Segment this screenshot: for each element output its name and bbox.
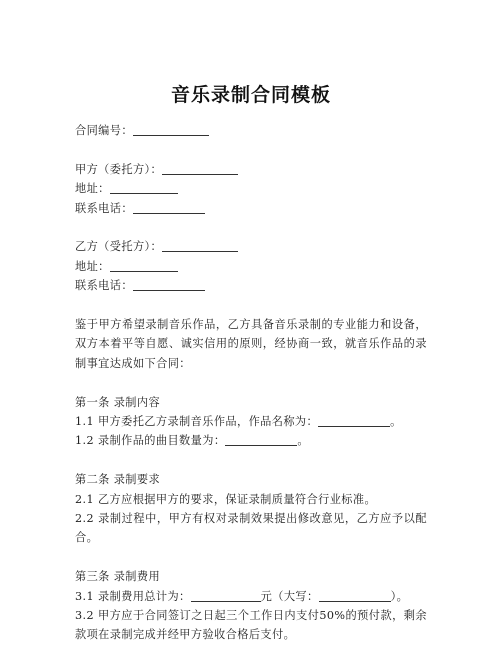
article3-heading: 第三条 录制费用: [75, 570, 161, 584]
party-b-phone-line: [75, 276, 427, 295]
clause-2-1: 2.1 乙方应根据甲方的要求，保证录制质量符合行业标准。: [75, 492, 377, 506]
clause-1-1: [75, 412, 427, 431]
clause-3-1-mid: 元（大写：: [260, 589, 319, 603]
clause-3-1: [75, 587, 427, 606]
party-a-line: [75, 160, 427, 179]
track-count-blank[interactable]: [225, 433, 297, 446]
clause-1-1-end: 。: [390, 415, 402, 429]
clause-1-2: [75, 431, 427, 450]
clause-1-1-text: 1.1 甲方委托乙方录制音乐作品，作品名称为：: [75, 415, 319, 429]
party-a-address-label: 地址：: [75, 182, 110, 196]
contract-number-line: [75, 121, 427, 140]
party-b-address-blank[interactable]: [110, 259, 178, 272]
party-b-address-label: 地址：: [75, 259, 110, 273]
party-b-phone-label: 联系电话：: [75, 279, 133, 293]
fee-amount-blank[interactable]: [191, 589, 261, 602]
clause-3-2: 3.2 甲方应于合同签订之日起三个工作日内支付50%的预付款，剩余款项在录制完成并经甲方验收合格后支付。: [75, 609, 427, 642]
party-b-line: [75, 237, 427, 256]
contract-number-blank[interactable]: [133, 123, 209, 136]
party-a-phone-label: 联系电话：: [75, 201, 133, 215]
fee-uppercase-blank[interactable]: [319, 589, 391, 602]
clause-1-2-end: 。: [297, 434, 310, 448]
party-a-blank[interactable]: [162, 162, 238, 175]
party-b-address-line: [75, 257, 427, 276]
party-a-label: 甲方（委托方）：: [75, 162, 163, 176]
party-b-label: 乙方（受托方）：: [75, 240, 163, 254]
article2-heading: 第二条 录制要求: [75, 473, 161, 487]
clause-3-1-end: ）。: [390, 589, 409, 603]
contract-number-label: 合同编号：: [75, 124, 133, 137]
clause-1-2-text: 1.2 录制作品的曲目数量为：: [75, 434, 226, 448]
preamble-paragraph: 鉴于甲方希望录制音乐作品，乙方具备音乐录制的专业能力和设备，双方本着平等自愿、诚实信用的原则，经协商一致，就音乐作品的录制事宜达成如下合同：: [75, 318, 427, 370]
clause-3-1-text: 3.1 录制费用总计为：: [75, 589, 191, 603]
party-a-phone-line: [75, 199, 427, 218]
clause-2-2: 2.2 录制过程中，甲方有权对录制效果提出修改意见，乙方应予以配合。: [75, 512, 427, 545]
party-b-phone-blank[interactable]: [133, 278, 205, 291]
contract-body: [75, 121, 427, 645]
party-a-address-line: [75, 179, 427, 198]
document-title: 音乐录制合同模板: [170, 84, 331, 106]
article1-heading: 第一条 录制内容: [75, 395, 161, 409]
party-a-phone-blank[interactable]: [133, 201, 205, 214]
party-a-address-blank[interactable]: [110, 181, 178, 194]
work-name-blank[interactable]: [318, 414, 390, 427]
party-b-blank[interactable]: [162, 239, 238, 252]
